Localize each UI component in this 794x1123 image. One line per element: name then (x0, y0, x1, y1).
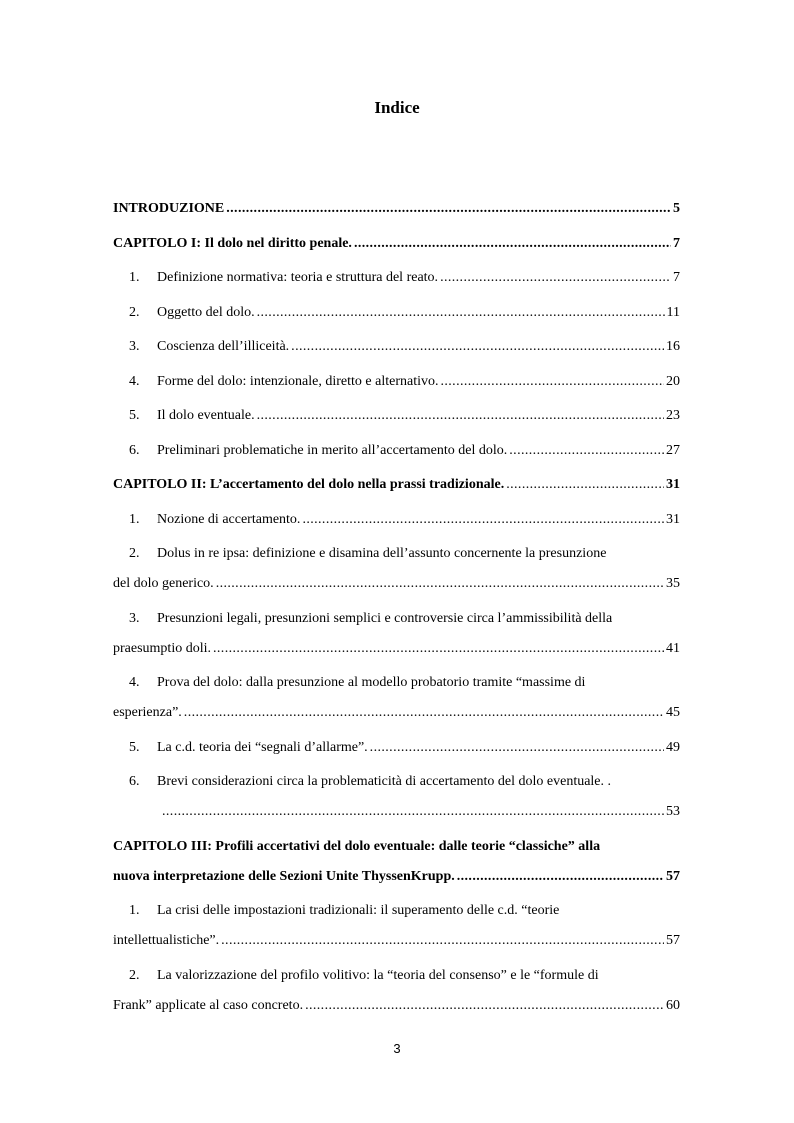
dot-leader (509, 441, 664, 461)
dot-leader (440, 268, 671, 288)
toc-entry-number: 1. (129, 511, 140, 527)
toc-entry-capitolo-3[interactable] (113, 837, 680, 857)
toc-entry-2-3-cont[interactable] (113, 639, 680, 659)
toc-entry-2-5[interactable] (113, 738, 680, 758)
toc-entry-label: CAPITOLO II: L’accertamento del dolo nella prassi tradizionale. (113, 477, 505, 492)
toc-entry-label: CAPITOLO I: Il dolo nel diritto penale. (113, 235, 352, 251)
dot-leader (213, 639, 664, 659)
toc-entry-label: La crisi delle impostazioni tradizionali: il superamento delle c.d. “teorie (157, 903, 560, 918)
toc-entry-1-1[interactable] (113, 268, 680, 288)
toc-entry-label: Coscienza dell’illiceità. (157, 339, 290, 354)
toc-entry-2-4-cont[interactable] (113, 703, 680, 723)
dot-leader (305, 996, 664, 1016)
toc-entry-label: Prova del dolo: dalla presunzione al modello probatorio tramite “massime di (157, 675, 586, 690)
toc-entry-2-3[interactable] (113, 609, 680, 629)
toc-entry-page: 7 (673, 270, 680, 285)
toc-entry-page: 31 (666, 477, 680, 492)
toc-entry-2-6-cont[interactable] (113, 802, 680, 822)
page-number: 3 (393, 1041, 401, 1056)
dot-leader (506, 475, 664, 495)
toc-entry-1-5[interactable] (113, 406, 680, 426)
toc-entry-3-1[interactable] (113, 901, 680, 921)
toc-entry-introduzione[interactable] (113, 199, 680, 219)
toc-entry-number: 4. (129, 675, 140, 690)
toc-entry-page: 27 (666, 442, 680, 458)
toc-entry-number: 1. (129, 903, 140, 918)
toc-entry-number: 2. (129, 304, 140, 320)
toc-entry-2-2-cont[interactable] (113, 574, 680, 594)
toc-entry-label: Il dolo eventuale. (157, 408, 255, 423)
toc-entry-label: Preliminari problematiche in merito all’accertamento del dolo. (157, 442, 508, 458)
toc-entry-page: 57 (666, 933, 680, 948)
dot-leader (257, 406, 664, 426)
toc-entry-number: 6. (129, 442, 140, 458)
toc-entry-label: Nozione di accertamento. (157, 511, 301, 527)
dot-leader (257, 303, 665, 323)
toc-entry-1-3[interactable] (113, 337, 680, 357)
toc-entry-page: 31 (666, 511, 680, 527)
toc-entry-page: 23 (666, 408, 680, 423)
toc-entry-label: INTRODUZIONE (113, 201, 225, 216)
toc-entry-number: 3. (129, 610, 140, 626)
toc-entry-page: 41 (666, 640, 680, 656)
toc-entry-label: La c.d. teoria dei “segnali d’allarme”. (157, 739, 368, 755)
toc-entry-1-6[interactable] (113, 441, 680, 461)
dot-leader (440, 372, 664, 392)
toc-entry-2-6[interactable] (113, 772, 680, 792)
toc-entry-number: 2. (129, 546, 140, 561)
toc-entry-number: 5. (129, 739, 140, 755)
dot-leader (291, 337, 664, 357)
toc-entry-label: Forme del dolo: intenzionale, diretto e alternativo. (157, 373, 439, 389)
toc-entry-label-cont: intellettualistiche”. (113, 933, 220, 948)
dot-leader (162, 802, 664, 822)
toc-entry-page: 60 (666, 997, 680, 1013)
toc-entry-label: Brevi considerazioni circa la problematicità di accertamento del dolo eventuale. . (157, 774, 612, 789)
toc-entry-capitolo-1[interactable] (113, 234, 680, 254)
toc-entry-2-4[interactable] (113, 673, 680, 693)
toc-entry-label-cont: esperienza”. (113, 705, 182, 720)
toc-entry-3-2-cont[interactable] (113, 996, 680, 1016)
toc-entry-number: 3. (129, 339, 140, 354)
toc-entry-number: 2. (129, 967, 140, 983)
toc-entry-page: 35 (666, 576, 680, 591)
toc-entry-label: Definizione normativa: teoria e struttura del reato. (157, 270, 439, 285)
toc-entry-1-2[interactable] (113, 303, 680, 323)
toc-entry-2-2[interactable] (113, 544, 680, 564)
toc-entry-number: 6. (129, 774, 140, 789)
toc-entry-page: 57 (666, 868, 680, 884)
toc-entry-label-cont: Frank” applicate al caso concreto. (113, 997, 304, 1013)
toc-entry-page: 20 (666, 373, 680, 389)
dot-leader (302, 510, 664, 530)
toc-entry-3-1-cont[interactable] (113, 931, 680, 951)
dot-leader (354, 234, 671, 254)
toc-entry-label-cont: del dolo generico. (113, 576, 214, 591)
toc-entry-number: 1. (129, 270, 140, 285)
toc-entry-page: 53 (666, 804, 680, 819)
dot-leader (184, 703, 664, 723)
toc-entry-label: CAPITOLO III: Profili accertativi del dolo eventuale: dalle teorie “classiche” alla (113, 838, 601, 854)
toc-entry-number: 5. (129, 408, 140, 423)
toc-entry-3-2[interactable] (113, 966, 680, 986)
dot-leader (370, 738, 664, 758)
toc-entry-page: 11 (666, 304, 680, 320)
page-title: Indice (374, 98, 420, 117)
toc-entry-label: Oggetto del dolo. (157, 304, 255, 320)
toc-entry-page: 7 (673, 235, 680, 251)
toc-entry-2-1[interactable] (113, 510, 680, 530)
dot-leader (226, 199, 671, 219)
toc-entry-number: 4. (129, 373, 140, 389)
dot-leader (216, 574, 664, 594)
toc-entry-label: Dolus in re ipsa: definizione e disamina dell’assunto concernente la presunzione (157, 546, 607, 561)
dot-leader (221, 931, 664, 951)
toc-entry-page: 16 (666, 339, 680, 354)
table-of-contents (113, 199, 680, 1030)
toc-entry-page: 45 (666, 705, 680, 720)
toc-entry-label: La valorizzazione del profilo volitivo: la “teoria del consenso” e le “formule di (157, 967, 599, 983)
toc-entry-page: 5 (673, 201, 680, 216)
toc-entry-label-cont: nuova interpretazione delle Sezioni Unite ThyssenKrupp. (113, 868, 455, 884)
toc-entry-capitolo-3-cont[interactable] (113, 867, 680, 887)
toc-entry-label-cont: praesumptio doli. (113, 640, 211, 656)
toc-entry-capitolo-2[interactable] (113, 475, 680, 495)
dot-leader (457, 867, 664, 887)
toc-entry-label: Presunzioni legali, presunzioni semplici e controversie circa l’ammissibilità della (157, 610, 613, 626)
toc-entry-page: 49 (666, 739, 680, 755)
toc-entry-1-4[interactable] (113, 372, 680, 392)
